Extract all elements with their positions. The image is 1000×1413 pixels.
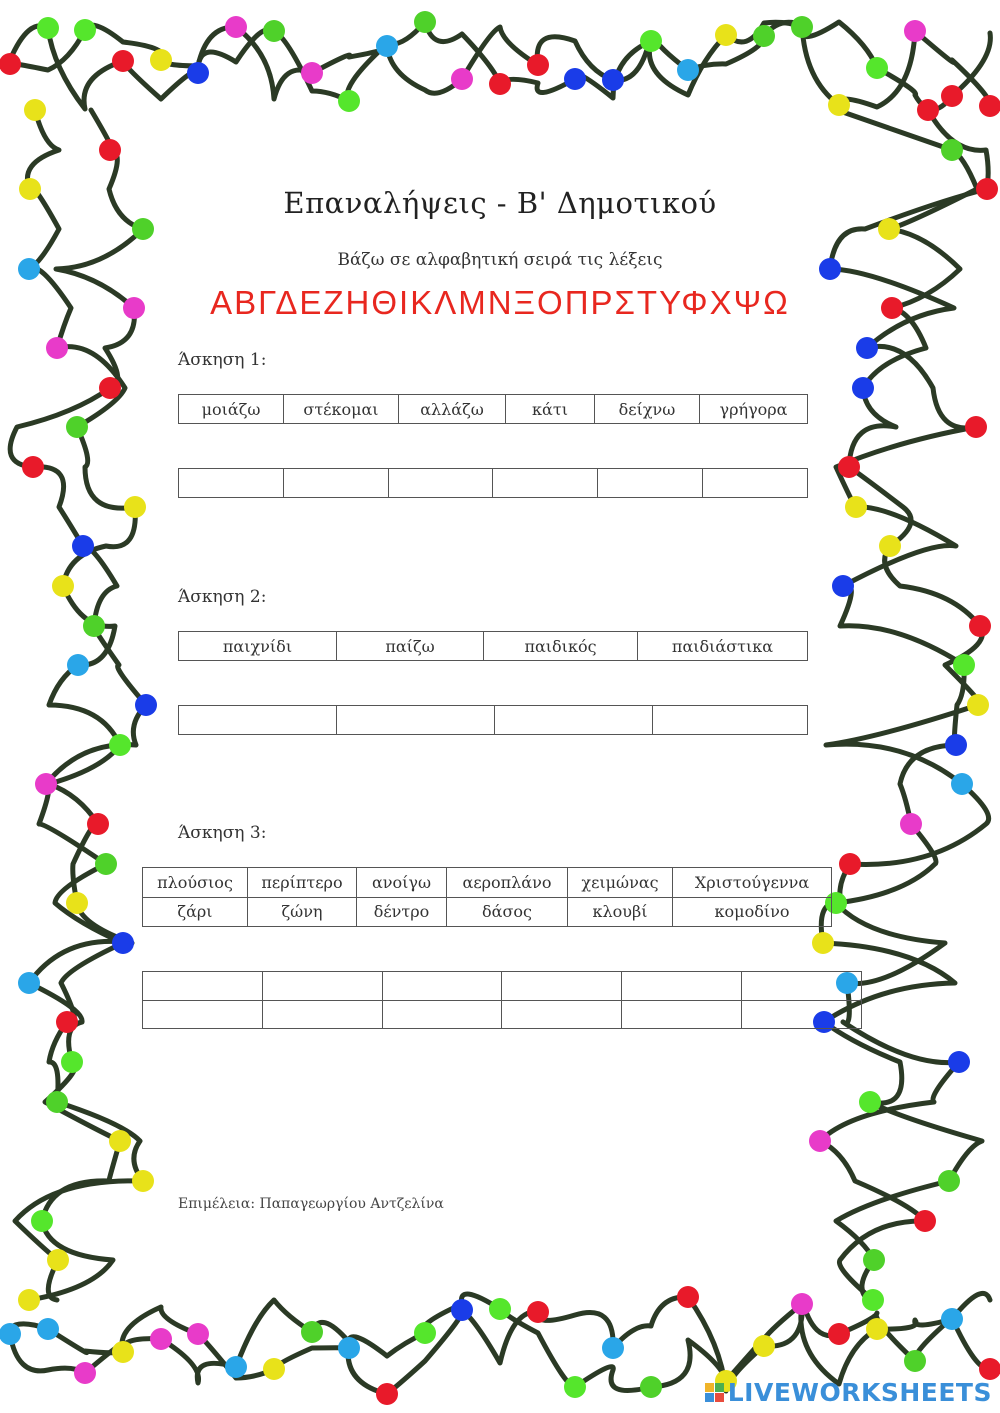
exercise-1-words-table <box>178 394 808 424</box>
answer-cell[interactable] <box>337 706 495 735</box>
word-cell: περίπτερο <box>248 868 357 898</box>
word-cell: κομοδίνο <box>673 897 832 927</box>
word-cell: Χριστούγεννα <box>673 868 832 898</box>
answer-cell[interactable] <box>382 972 502 1001</box>
word-cell: παιδικός <box>484 632 638 661</box>
word-cell: ζάρι <box>143 897 248 927</box>
greek-alphabet: ΑΒΓΔΕΖΗΘΙΚΛΜΝΞΟΠΡΣΤΥΦΧΨΩ <box>210 284 790 321</box>
page-title: Επαναλήψεις - Β' Δημοτικού <box>283 186 717 220</box>
answer-cell[interactable] <box>502 1000 622 1029</box>
exercise-2-words-table <box>178 631 808 661</box>
exercise-1-label: Άσκηση 1: <box>178 350 267 370</box>
exercise-3-label: Άσκηση 3: <box>178 823 267 843</box>
exercise-3-answer-table <box>142 971 862 1029</box>
exercise-2-answer-table <box>178 705 808 735</box>
answer-cell[interactable] <box>179 706 337 735</box>
word-cell: μοιάζω <box>179 395 284 424</box>
word-cell: κάτι <box>506 395 595 424</box>
instruction-text: Βάζω σε αλφαβητική σειρά τις λέξεις <box>337 250 663 270</box>
word-cell: δέντρο <box>357 897 447 927</box>
answer-cell[interactable] <box>382 1000 502 1029</box>
word-cell: πλούσιος <box>143 868 248 898</box>
answer-cell[interactable] <box>703 469 808 498</box>
answer-cell[interactable] <box>622 1000 742 1029</box>
liveworksheets-logo-icon <box>705 1383 724 1402</box>
liveworksheets-brand-text: LIVEWORKSHEETS <box>727 1378 992 1407</box>
answer-cell[interactable] <box>143 972 263 1001</box>
word-cell: παιδιάστικα <box>638 632 808 661</box>
answer-cell[interactable] <box>742 1000 862 1029</box>
word-cell: δείχνω <box>595 395 700 424</box>
word-cell: ζώνη <box>248 897 357 927</box>
word-cell: παιχνίδι <box>179 632 337 661</box>
word-cell: κλουβί <box>568 897 673 927</box>
word-cell: αλλάζω <box>399 395 506 424</box>
answer-cell[interactable] <box>742 972 862 1001</box>
exercise-1-answer-table <box>178 468 808 498</box>
answer-cell[interactable] <box>388 469 493 498</box>
answer-cell[interactable] <box>493 469 598 498</box>
word-cell: χειμώνας <box>568 868 673 898</box>
liveworksheets-branding[interactable] <box>705 1378 992 1407</box>
word-cell: αεροπλάνο <box>447 868 568 898</box>
answer-cell[interactable] <box>179 469 284 498</box>
word-cell: δάσος <box>447 897 568 927</box>
word-cell: παίζω <box>337 632 484 661</box>
word-cell: ανοίγω <box>357 868 447 898</box>
answer-cell[interactable] <box>262 1000 382 1029</box>
answer-cell[interactable] <box>283 469 388 498</box>
answer-cell[interactable] <box>622 972 742 1001</box>
answer-cell[interactable] <box>143 1000 263 1029</box>
answer-cell[interactable] <box>502 972 622 1001</box>
answer-cell[interactable] <box>495 706 653 735</box>
exercise-2-label: Άσκηση 2: <box>178 587 267 607</box>
word-cell: στέκομαι <box>284 395 399 424</box>
credit-text: Επιμέλεια: Παπαγεωργίου Αντζελίνα <box>178 1196 444 1212</box>
word-cell: γρήγορα <box>700 395 808 424</box>
answer-cell[interactable] <box>262 972 382 1001</box>
exercise-3-words-table <box>142 867 832 927</box>
answer-cell[interactable] <box>653 706 808 735</box>
answer-cell[interactable] <box>598 469 703 498</box>
